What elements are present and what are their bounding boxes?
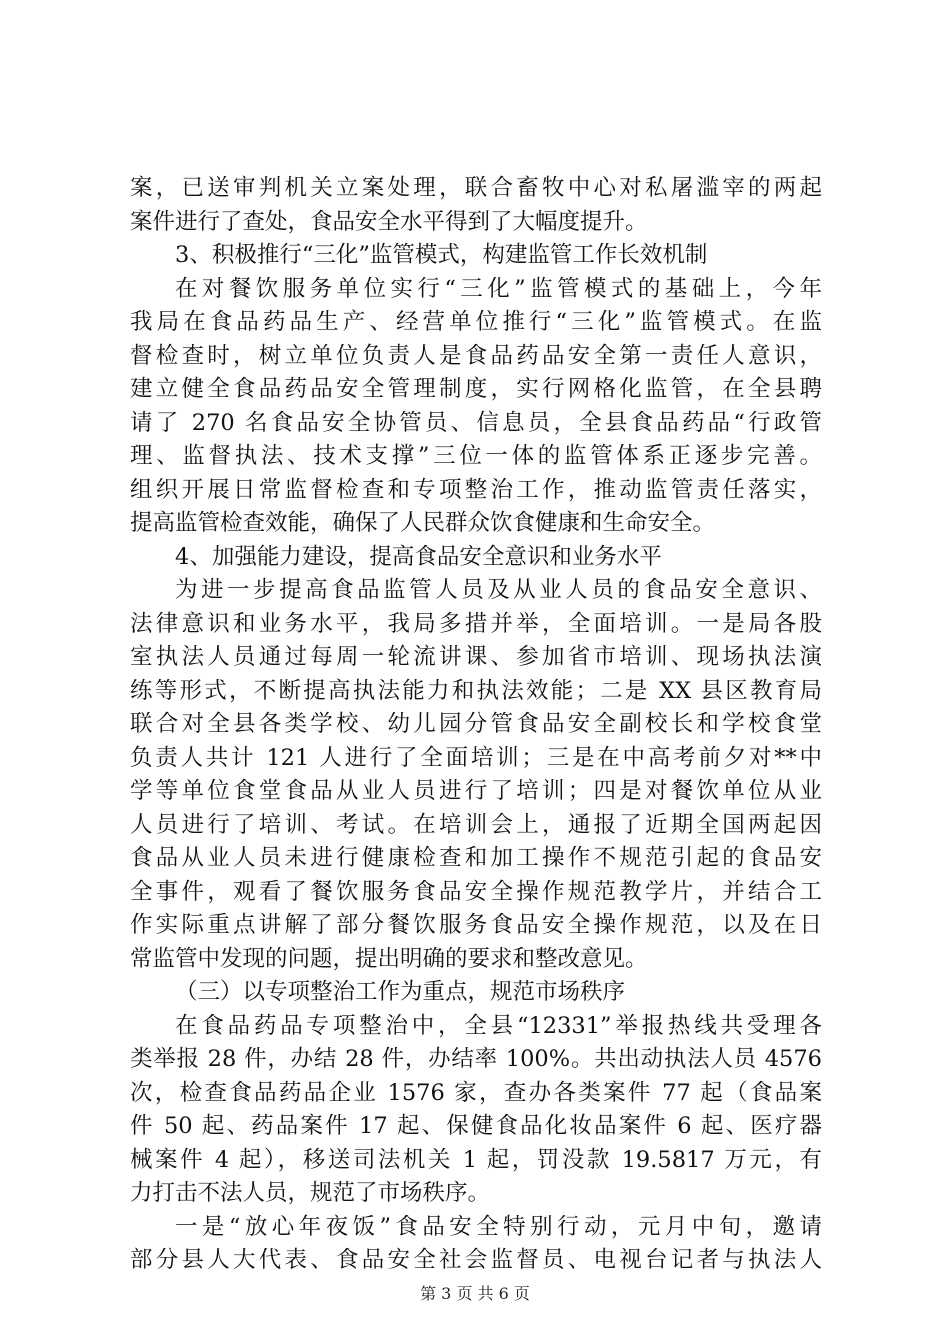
text-line: 全事件，观看了餐饮服务食品安全操作规范教学片，并结合工: [130, 878, 822, 905]
text-line: 组织开展日常监督检查和专项整治工作，推动监管责任落实，: [130, 476, 822, 503]
text-line: 在对餐饮服务单位实行“三化”监管模式的基础上，今年: [175, 275, 822, 302]
text-line: 提高监管检查效能，确保了人民群众饮食健康和生命安全。: [130, 510, 716, 536]
section-heading: 4、加强能力建设，提高食品安全意识和业务水平: [175, 543, 662, 570]
text-line: 学等单位食堂食品从业人员进行了培训；四是对餐饮单位从业: [130, 778, 822, 804]
section-heading: 3、积极推行“三化”监管模式，构建监管工作长效机制: [175, 242, 708, 268]
text-line: 请了 270 名食品安全协管员、信息员，全县食品药品“行政管: [130, 409, 822, 436]
text-line: 练等形式，不断提高执法能力和执法效能；二是 XX 县区教育局: [130, 677, 822, 704]
text-line: 类举报 28 件，办结 28 件，办结率 100%。共出动执法人员 4576: [130, 1046, 822, 1072]
text-line: 督检查时，树立单位负责人是食品药品安全第一责任人意识，: [130, 342, 822, 369]
page-number-footer: 第 3 页 共 6 页: [420, 1284, 530, 1303]
text-line: 次，检查食品药品企业 1576 家，查办各类案件 77 起（食品案: [130, 1079, 822, 1106]
text-line: 负责人共计 121 人进行了全面培训；三是在中高考前夕对**中: [130, 744, 822, 771]
text-line: 力打击不法人员，规范了市场秩序。: [130, 1180, 491, 1206]
text-line: 我局在食品药品生产、经营单位推行“三化”监管模式。在监: [130, 309, 822, 335]
text-line: 联合对全县各类学校、幼儿园分管食品安全副校长和学校食堂: [130, 711, 822, 737]
text-line: 为进一步提高食品监管人员及从业人员的食品安全意识、: [175, 577, 822, 603]
text-line: 室执法人员通过每周一轮流讲课、参加省市培训、现场执法演: [130, 644, 822, 670]
text-line: 法律意识和业务水平，我局多措并举，全面培训。一是局各股: [130, 610, 822, 637]
text-line: 案，已送审判机关立案处理，联合畜牧中心对私屠滥宰的两起: [130, 175, 822, 201]
text-line: 部分县人大代表、食品安全社会监督员、电视台记者与执法人: [130, 1247, 822, 1273]
text-line: 案件进行了查处，食品安全水平得到了大幅度提升。: [130, 208, 648, 235]
text-line: 一是“放心年夜饭”食品安全特别行动，元月中旬，邀请: [175, 1213, 822, 1240]
text-line: 械案件 4 起），移送司法机关 1 起，罚没款 19.5817 万元，有: [130, 1146, 822, 1173]
text-line: 人员进行了培训、考试。在培训会上，通报了近期全国两起因: [130, 811, 822, 838]
text-line: 理、监督执法、技术支撑”三位一体的监管体系正逐步完善。: [130, 443, 822, 469]
document-body: [130, 172, 822, 1278]
section-heading: （三）以专项整治工作为重点，规范市场秩序: [175, 979, 626, 1005]
text-line: 作实际重点讲解了部分餐饮服务食品安全操作规范，以及在日: [130, 912, 822, 938]
text-line: 在食品药品专项整治中，全县“12331”举报热线共受理各: [175, 1012, 822, 1039]
text-line: 常监管中发现的问题，提出明确的要求和整改意见。: [130, 945, 648, 972]
text-line: 建立健全食品药品安全管理制度，实行网格化监管，在全县聘: [130, 376, 822, 402]
text-line: 件 50 起、药品案件 17 起、保健食品化妆品案件 6 起、医疗器: [130, 1113, 822, 1139]
text-line: 食品从业人员未进行健康检查和加工操作不规范引起的食品安: [130, 845, 822, 871]
